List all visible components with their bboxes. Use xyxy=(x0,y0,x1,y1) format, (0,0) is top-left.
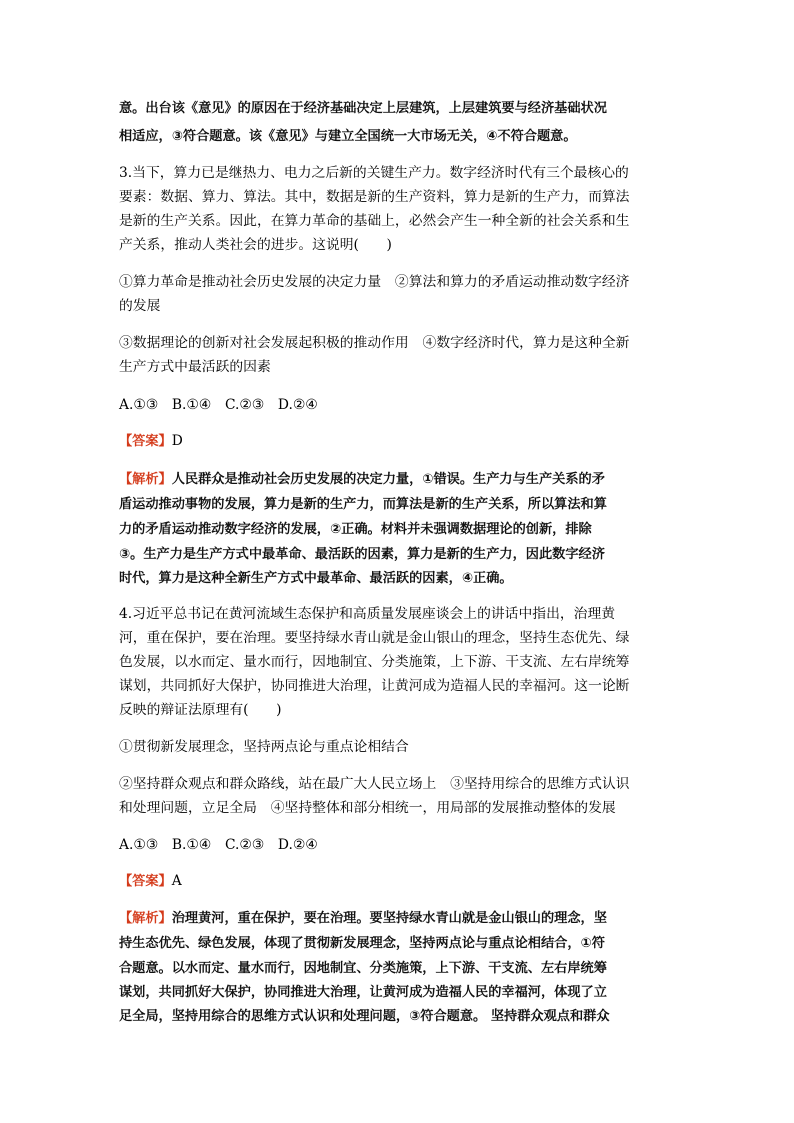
q4-stem-line-3: 色发展，以水而定、量水而行，因地制宜、分类施策，上下游、干支流、左右岸统筹 xyxy=(119,654,630,670)
q4-stem-line-4: 谋划，共同抓好大保护，协同推进大治理，让黄河成为造福人民的幸福河。这一论断 xyxy=(119,678,630,694)
q4-answer xyxy=(119,870,679,890)
q4-stem-line-1: 4.习近平总书记在黄河流域生态保护和高质量发展座谈会上的讲话中指出，治理黄 xyxy=(119,606,616,622)
answer-value: D xyxy=(171,433,183,449)
q4-choices: A.①③ B.①④ C.②③ D.②④ xyxy=(119,837,318,853)
q3-stem-line-1: 3.当下，算力已是继热力、电力之后新的关键生产力。数字经济时代有三个最核心的 xyxy=(119,165,629,181)
analysis-tag: 【解析】 xyxy=(119,911,172,926)
q4-option-234-line-2: 和处理问题，立足全局 ④坚持整体和部分相统一，用局部的发展推动整体的发展 xyxy=(119,800,616,816)
q4-stem-line-2: 河，重在保护，要在治理。要坚持绿水青山就是金山银山的理念，坚持生态优先、绿 xyxy=(119,630,630,646)
q4-analysis-line-1 xyxy=(119,907,679,926)
analysis-tag: 【解析】 xyxy=(119,472,172,487)
answer-value: A xyxy=(171,873,182,889)
q4-analysis-line-5: 足全局，坚持用综合的思维方式认识和处理问题，③符合题意。 坚持群众观点和群众 xyxy=(119,1009,610,1024)
q3-analysis-line-3: 力的矛盾运动推动数字经济的发展，②正确。材料并未强调数据理论的创新，排除 xyxy=(119,522,592,537)
q3-choices: A.①③ B.①④ C.②③ D.②④ xyxy=(119,397,318,413)
q3-option-12-line-2: 的发展 xyxy=(119,298,161,314)
answer-tag: 【答案】 xyxy=(119,434,172,449)
q3-answer xyxy=(119,430,679,450)
answer-tag: 【答案】 xyxy=(119,874,172,889)
q4-stem-line-5: 反映的辩证法原理有( ) xyxy=(119,702,282,718)
q3-analysis-line-5: 时代，算力是这种全新生产方式中最革命、最活跃的因素，④正确。 xyxy=(119,571,513,586)
q3-stem-line-3: 是新的生产关系。因此，在算力革命的基础上，必然会产生一种全新的社会关系和生 xyxy=(119,213,630,229)
q4-option-1: ①贯彻新发展理念，坚持两点论与重点论相结合 xyxy=(119,739,409,755)
q3-option-34-line-1: ③数据理论的创新对社会发展起积极的推动作用 ④数字经济时代，算力是这种全新 xyxy=(119,335,630,351)
prev-analysis-line-2: 相适应，③符合题意。该《意见》与建立全国统一大市场无关，④不符合题意。 xyxy=(119,129,577,144)
q4-option-234-line-1: ②坚持群众观点和群众路线，站在最广大人民立场上 ③坚持用综合的思维方式认识 xyxy=(119,776,630,792)
prev-analysis-line-1: 意。出台该《意见》的原因在于经济基础决定上层建筑，上层建筑要与经济基础状况 xyxy=(119,101,607,116)
q3-stem-line-4: 产关系，推动人类社会的进步。这说明( ) xyxy=(119,237,392,253)
q3-analysis-line-2: 盾运动推动事物的发展，算力是新的生产力，而算法是新的生产关系，所以算法和算 xyxy=(119,497,607,512)
q3-analysis-line-4: ③。生产力是生产方式中最革命、最活跃的因素，算力是新的生产力，因此数字经济 xyxy=(119,547,605,562)
analysis-text: 人民群众是推动社会历史发展的决定力量，①错误。生产力与生产关系的矛 xyxy=(171,472,605,487)
q3-option-12-line-1: ①算力革命是推动社会历史发展的决定力量 ②算法和算力的矛盾运动推动数字经济 xyxy=(119,274,630,290)
q3-stem-line-2: 要素：数据、算力、算法。其中，数据是新的生产资料，算力是新的生产力，而算法 xyxy=(119,189,630,205)
q4-analysis-line-4: 谋划，共同抓好大保护，协同推进大治理，让黄河成为造福人民的幸福河，体现了立 xyxy=(119,985,607,1000)
q3-option-34-line-2: 生产方式中最活跃的因素 xyxy=(119,359,271,375)
q4-analysis-line-2: 持生态优先、绿色发展，体现了贯彻新发展理念，坚持两点论与重点论相结合，①符 xyxy=(119,936,605,951)
q4-analysis-line-3: 合题意。以水而定、量水而行，因地制宜、分类施策，上下游、干支流、左右岸统筹 xyxy=(119,961,607,976)
analysis-text: 治理黄河，重在保护，要在治理。要坚持绿水青山就是金山银山的理念，坚 xyxy=(171,911,607,926)
q3-analysis-line-1 xyxy=(119,468,679,487)
